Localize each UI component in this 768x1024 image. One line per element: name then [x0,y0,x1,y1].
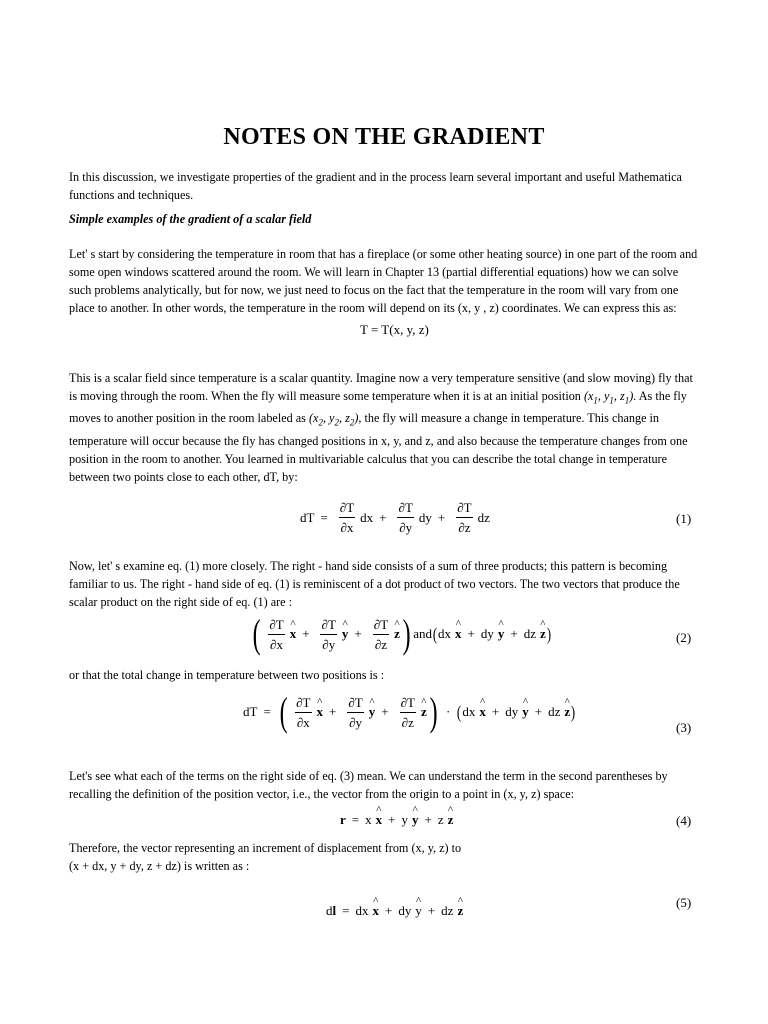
equation-number-3: (3) [676,720,692,735]
equation-text: T = T(x, y, z) [360,322,429,337]
equation-number-4: (4) [676,813,692,828]
paragraph-temperature-room: Let' s start by considering the temperature in room that has a fireplace (or some other heating source) in one part of the room and some open windows scattered around the room. We will learn in Chapter 13 (partial differential equations) how we can solve such problems analytically, but for now, we just need to focus on the fact that the temperature in the room will vary from one place to another. In other words, the temperature in the room will depend on its (x, y , z) coordinates. We can express this as: [69,247,698,315]
initial-position: ($x_1$, $y_1$, $z_1$). [583,389,637,406]
intro-paragraph: In this discussion, we investigate properties of the gradient and in the process learn several important and useful Mathematica functions and techniques. [69,170,682,202]
paragraph-text: , the fly will measure a change in temperature. This change in temperature will occur because the fly has changed positions in x, y, and z, and also because the temperature changes from one position in the room to another. You learned in multivariable calculus that you can describe the total change in temperature between two points close to each other, dT, by: [69,411,688,484]
paragraph-total-change: or that the total change in temperature between two positions is : [69,668,385,682]
paragraph-displacement [69,839,701,875]
equation-2: ( $\frac{\partial T}{\partial x}$ ^ x + $\frac{\partial T}{\partial y}$ ^ y + $\frac{\partial T}{\partial z}$ ^ z ) and ( dx ^ x + dy ^ y + dz ^ z ) [250,614,552,654]
section-heading: Simple examples of the gradient of a scalar field [69,212,312,226]
paragraph-dot-product: Now, let' s examine eq. (1) more closely. The right - hand side consists of a sum of three products; this pattern is becoming familiar to us. The right - hand side of eq. (1) is reminiscent of a dot product of two vectors. The two vectors that produce the scalar product on the right side of eq. (1) are : [69,559,680,609]
paragraph-text: This is a scalar field since temperature is a scalar quantity. Imagine now a very temperature sensitive (and slow moving) fly that is moving through the room. When the fly will measure some temperature when it is at an initial position [69,371,693,403]
paragraph-text: As the fly moves to another position in the room labeled as [69,389,687,426]
paragraph-line: (x + dx, y + dy, z + dz) is written as : [69,859,250,873]
equation-3: dT = ( $\frac{\partial T}{\partial x}$ ^ x + $\frac{\partial T}{\partial y}$ ^ y + $\frac{\partial T}{\partial z}$ ^ z ) · ( dx ^ x + dy ^ y + dz ^ z ) [243,692,576,732]
equation-5: d l = dx ^ x + dy ^ y + dz ^ z [326,903,463,919]
paragraph-position-vector: Let's see what each of the terms on the right side of eq. (3) mean. We can understand the term in the second parentheses by recalling the definition of the position vector, i.e., the vector from the origin to a point in (x, y, z) space: [69,769,668,801]
equation-number-2: (2) [676,630,692,645]
equation-4: r = x ^ x + y ^ y + z ^ z [340,812,453,828]
equation-1: dT = $\frac{\partial T}{\partial x}$ dx + $\frac{\partial T}{\partial y}$ dy + $\frac{\partial T}{\partial z}$ dz [300,500,490,535]
paragraph-line: Therefore, the vector representing an increment of displacement from (x, y, z) to [69,841,462,855]
paragraph-fly [69,369,701,486]
equation-number-1: (1) [676,511,692,526]
page-title: NOTES ON THE GRADIENT [223,124,545,150]
equation-temperature-field [360,322,429,338]
second-position: ($x_2$, $y_2$, $z_2$) [308,411,359,428]
equation-number-5: (5) [676,895,692,910]
